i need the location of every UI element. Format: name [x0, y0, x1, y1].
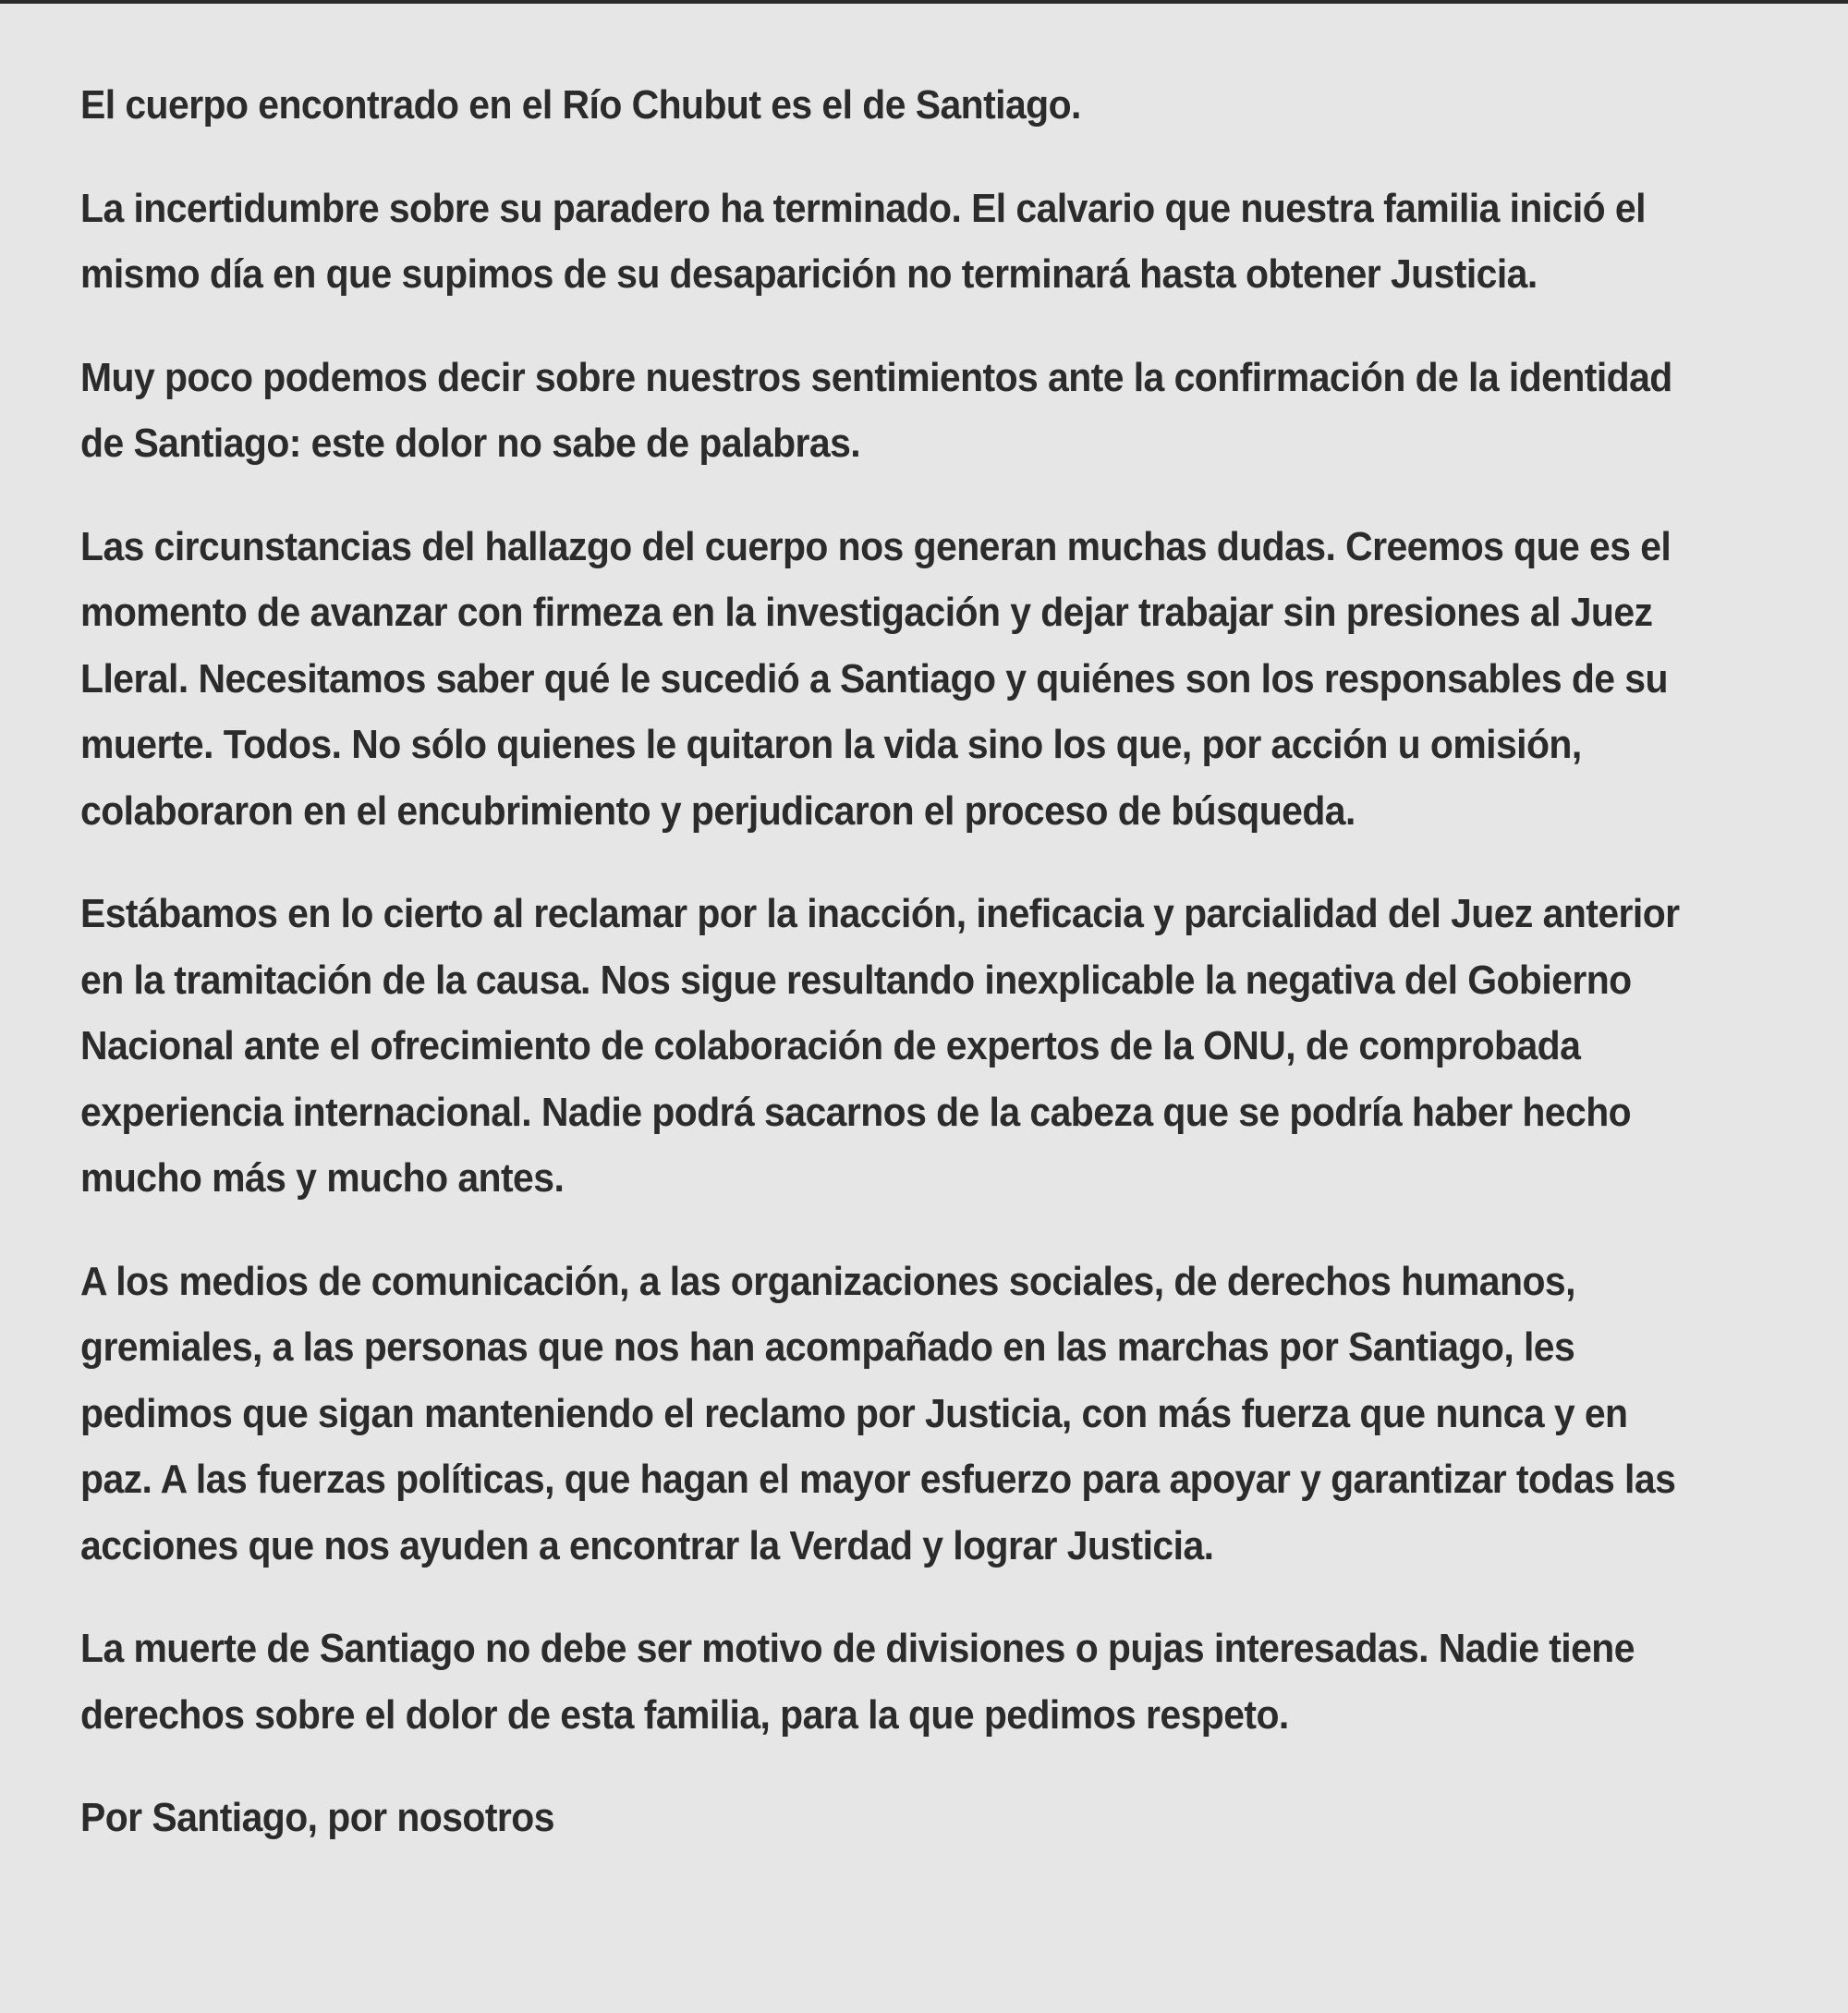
statement-paragraph-6: A los medios de comunicación, a las organizaciones sociales, de derechos humanos, gremiales, a las personas que nos han acompañado en las marchas por Santiago, les pedimos que sigan manteniendo el reclamo por Justicia, con más fuerza que nunca y en paz. A las fuerzas políticas, que hagan el mayor esfuerzo para apoyar y garantizar todas las acciones que nos ayuden a encontrar la Verdad y lograr Justicia.	[80, 1258, 1676, 1568]
statement-closing: Por Santiago, por nosotros	[80, 1795, 554, 1840]
statement-paragraph-4: Las circunstancias del hallazgo del cuerpo nos generan muchas dudas. Creemos que es el momento de avanzar con firmeza en la investigación y dejar trabajar sin presiones al Juez Lleral. Necesitamos saber qué le sucedió a Santiago y quiénes son los responsables de su muerte. Todos. No sólo quienes le quitaron la vida sino los que, por acción u omisión, colaboraron en el encubrimiento y perjudicaron el proceso de búsqueda.	[80, 523, 1672, 834]
statement-paragraph-5: Estábamos en lo cierto al reclamar por la inacción, ineficacia y parcialidad del Juez anterior en la tramitación de la causa. Nos sigue resultando inexplicable la negativa del Gobierno Nacional ante el ofrecimiento de colaboración de expertos de la ONU, de comprobada experiencia internacional. Nadie podrá sacarnos de la cabeza que se podría haber hecho mucho más y mucho antes.	[80, 891, 1680, 1201]
statement-paragraph-2: La incertidumbre sobre su paradero ha terminado. El calvario que nuestra familia inició el mismo día en que supimos de su desaparición no terminará hasta obtener Justicia.	[80, 185, 1646, 297]
statement-paragraph-3: Muy poco podemos decir sobre nuestros sentimientos ante la confirmación de la identidad de Santiago: este dolor no sabe de palabras.	[80, 354, 1672, 466]
statement-paragraph-7: La muerte de Santiago no debe ser motivo de divisiones o pujas interesadas. Nadie tiene derechos sobre el dolor de esta familia, para la que pedimos respeto.	[80, 1626, 1635, 1738]
top-border	[0, 0, 1848, 4]
statement-body	[80, 72, 1696, 1851]
statement-paragraph-1: El cuerpo encontrado en el Río Chubut es el de Santiago.	[80, 82, 1081, 128]
